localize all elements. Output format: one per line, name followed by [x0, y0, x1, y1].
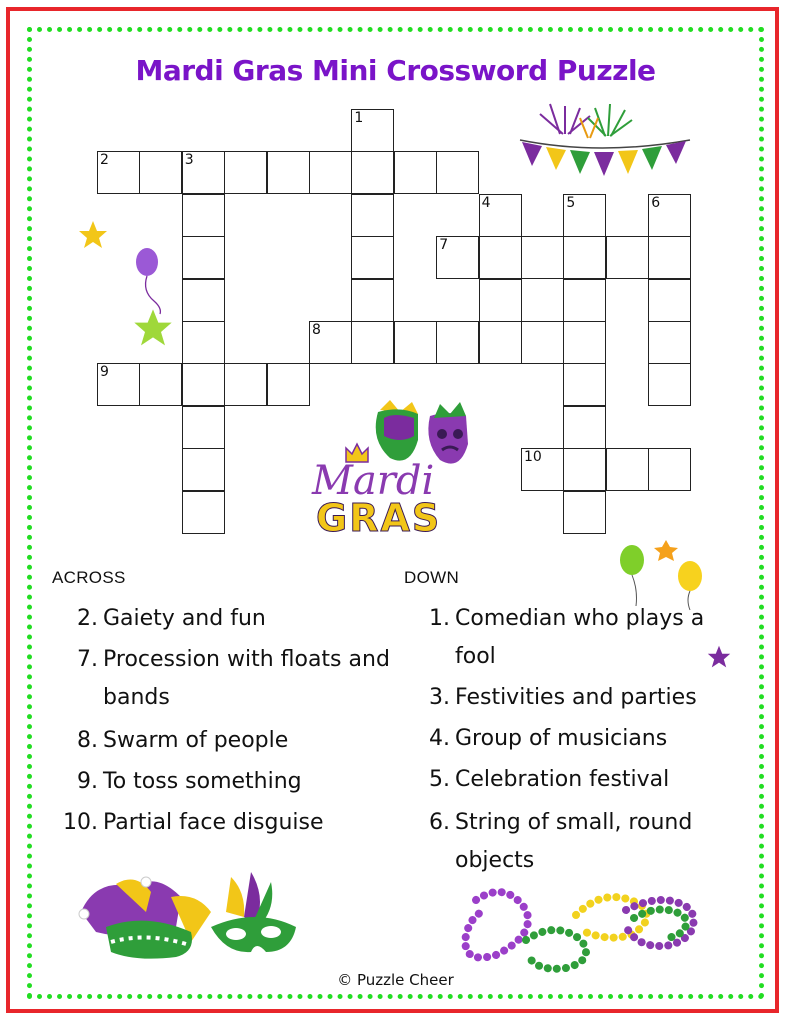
- crossword-cell[interactable]: [224, 151, 267, 194]
- clue-number: 7: [439, 237, 449, 254]
- crossword-cell[interactable]: [648, 279, 691, 322]
- crossword-cell[interactable]: [563, 448, 606, 491]
- crossword-cell[interactable]: [606, 448, 649, 491]
- clue-number: 6: [651, 194, 661, 211]
- crossword-cell[interactable]: [182, 279, 225, 322]
- crossword-cell[interactable]: [182, 236, 225, 279]
- list-item: 4. Group of musicians: [429, 726, 668, 751]
- page-title: Mardi Gras Mini Crossword Puzzle: [135, 54, 656, 87]
- crossword-cell[interactable]: [563, 321, 606, 364]
- crossword-cell[interactable]: [139, 151, 182, 194]
- crossword-cell[interactable]: [182, 491, 225, 534]
- clue-number: 10: [524, 449, 542, 466]
- crossword-cell[interactable]: [479, 279, 522, 322]
- across-clues: [60, 600, 390, 842]
- crossword-cell[interactable]: [648, 448, 691, 491]
- crossword-cell[interactable]: [97, 151, 140, 194]
- crossword-cell[interactable]: [267, 151, 310, 194]
- crossword-cell[interactable]: [351, 194, 394, 237]
- crossword-cell[interactable]: [97, 363, 140, 406]
- list-item: 1. Comedian who plays a fool: [429, 606, 705, 669]
- crossword-cell[interactable]: [563, 279, 606, 322]
- crossword-cell[interactable]: [563, 236, 606, 279]
- crossword-cell[interactable]: [479, 321, 522, 364]
- star-icon: [78, 220, 108, 250]
- clue-number: 3: [184, 152, 194, 169]
- crossword-cell[interactable]: [351, 109, 394, 152]
- beads-icon: [456, 880, 706, 975]
- logo-gras-text: GRAS: [316, 496, 442, 540]
- crossword-cell[interactable]: [351, 151, 394, 194]
- crossword-cell[interactable]: [479, 194, 522, 237]
- crossword-cell[interactable]: [182, 151, 225, 194]
- crossword-cell[interactable]: [394, 321, 437, 364]
- crossword-cell[interactable]: [563, 363, 606, 406]
- clue-number: 1: [354, 110, 364, 126]
- crossword-cell[interactable]: [309, 151, 352, 194]
- clue-number: 4: [481, 194, 491, 211]
- clue-number: 8: [312, 322, 321, 338]
- list-item: 6. String of small, round objects: [429, 810, 693, 873]
- list-item: 5. Celebration festival: [429, 767, 670, 792]
- crossword-cell[interactable]: [351, 236, 394, 279]
- crossword-cell[interactable]: [436, 151, 479, 194]
- crossword-cell[interactable]: [394, 151, 437, 194]
- crossword-cell[interactable]: [436, 321, 479, 364]
- crossword-cell[interactable]: [182, 448, 225, 491]
- credit-text: © Puzzle Cheer: [337, 971, 454, 989]
- crossword-cell[interactable]: [521, 236, 564, 279]
- list-item: 9. To toss something: [77, 769, 302, 794]
- clue-number: 2: [100, 152, 109, 169]
- logo-mardi-text: Mardi: [312, 458, 435, 504]
- crossword-cell[interactable]: [648, 236, 691, 279]
- crossword-cell[interactable]: [479, 236, 522, 279]
- crossword-cell[interactable]: [182, 406, 225, 449]
- crossword-cell[interactable]: [182, 321, 225, 364]
- across-heading: ACROSS: [52, 568, 126, 587]
- crossword-cell[interactable]: [563, 491, 606, 534]
- crossword-cell[interactable]: [563, 406, 606, 449]
- crossword-cell[interactable]: [648, 321, 691, 364]
- crossword-cell[interactable]: [648, 194, 691, 237]
- crossword-cell[interactable]: [606, 236, 649, 279]
- crossword-cell[interactable]: [648, 363, 691, 406]
- balloon-icon: [132, 246, 172, 316]
- crossword-cell[interactable]: [309, 321, 352, 364]
- list-item: 2. Gaiety and fun: [77, 606, 266, 631]
- crossword-cell[interactable]: [521, 448, 564, 491]
- list-item: 8. Swarm of people: [77, 728, 289, 753]
- crossword-cell[interactable]: [563, 194, 606, 237]
- banner-icon: [510, 104, 700, 184]
- clue-number: 5: [566, 194, 576, 211]
- crossword-cell[interactable]: [224, 363, 267, 406]
- list-item: 7. Procession with floats and bands: [77, 647, 390, 710]
- crossword-cell[interactable]: [182, 363, 225, 406]
- down-heading: DOWN: [404, 568, 460, 587]
- masks-icon: [76, 872, 306, 972]
- crossword-cell[interactable]: [351, 279, 394, 322]
- crossword-cell[interactable]: [436, 236, 479, 279]
- down-clues: [412, 600, 742, 880]
- crossword-cell[interactable]: [182, 194, 225, 237]
- star-icon: [133, 308, 173, 348]
- crossword-cell[interactable]: [351, 321, 394, 364]
- crossword-cell[interactable]: [139, 363, 182, 406]
- list-item: 3. Festivities and parties: [429, 685, 697, 710]
- list-item: 10. Partial face disguise: [63, 810, 324, 835]
- crossword-cell[interactable]: [521, 321, 564, 364]
- clue-number: 9: [100, 364, 109, 381]
- crossword-cell[interactable]: [267, 363, 310, 406]
